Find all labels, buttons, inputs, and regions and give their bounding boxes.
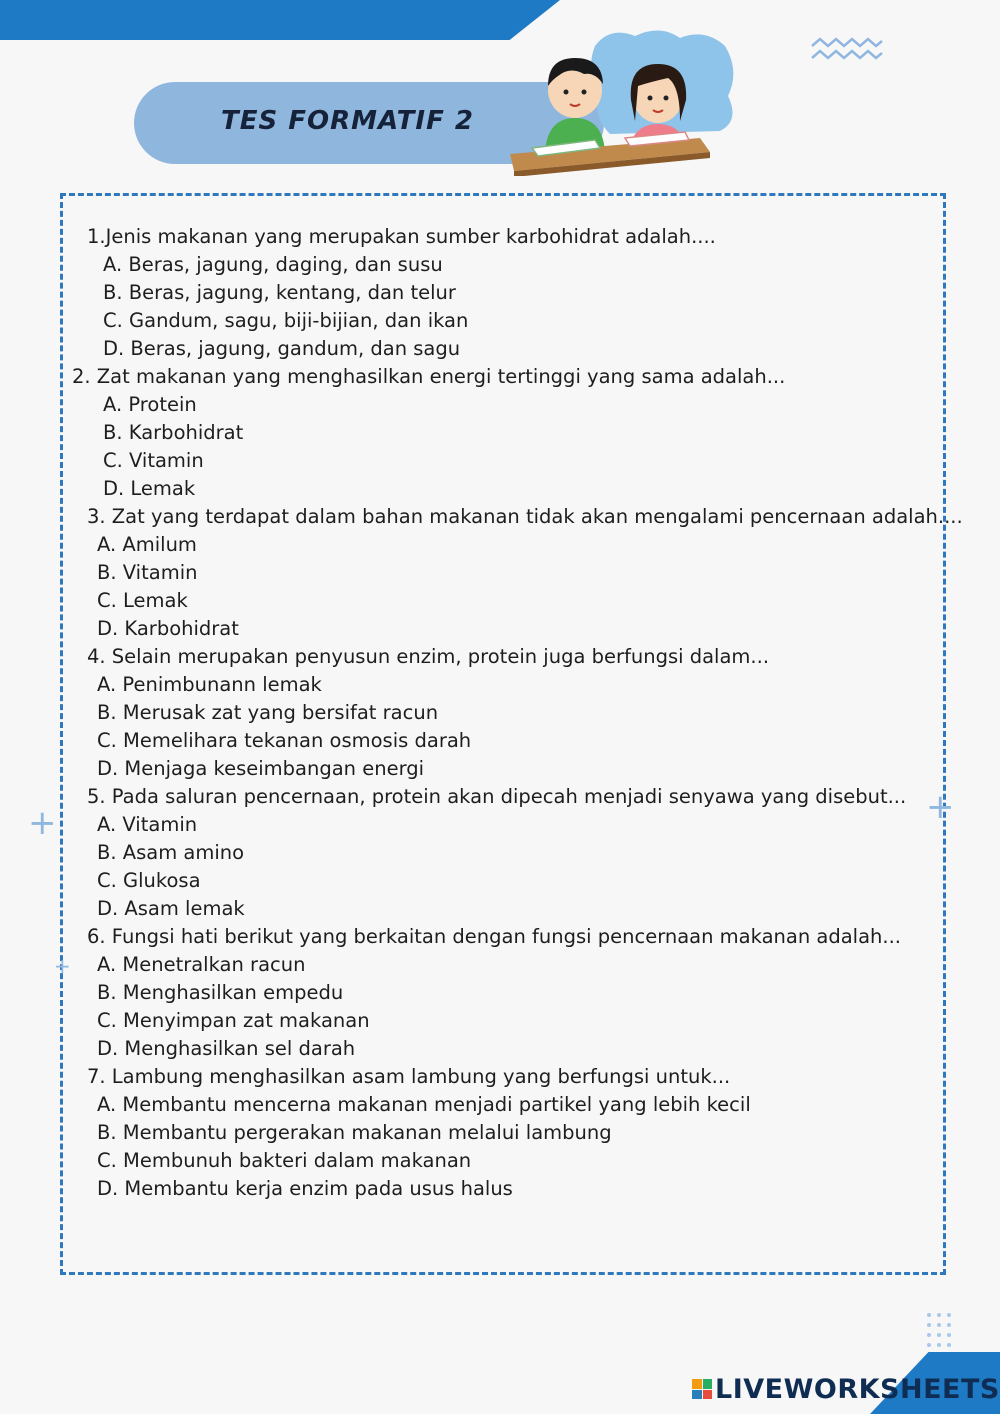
question-text: 2. Zat makanan yang menghasilkan energi tertinggi yang sama adalah... xyxy=(72,365,786,388)
zigzag-decoration-icon xyxy=(810,36,884,62)
answer-option[interactable]: B. Vitamin xyxy=(97,561,198,584)
students-illustration xyxy=(500,26,735,176)
answer-option[interactable]: C. Memelihara tekanan osmosis darah xyxy=(97,729,472,752)
answer-option[interactable]: B. Menghasilkan empedu xyxy=(97,981,344,1004)
answer-option[interactable]: D. Menjaga keseimbangan energi xyxy=(97,757,425,780)
answer-option[interactable]: D. Beras, jagung, gandum, dan sagu xyxy=(103,337,461,360)
dot-grid-decoration-icon xyxy=(926,1312,952,1348)
answer-option[interactable]: A. Menetralkan racun xyxy=(97,953,306,976)
answer-option[interactable]: C. Vitamin xyxy=(103,449,204,472)
plus-decoration-icon: + xyxy=(28,803,57,843)
answer-option[interactable]: B. Merusak zat yang bersifat racun xyxy=(97,701,439,724)
answer-option[interactable]: A. Amilum xyxy=(97,533,197,556)
answer-option[interactable]: C. Gandum, sagu, biji-bijian, dan ikan xyxy=(103,309,469,332)
question-text: 1.Jenis makanan yang merupakan sumber karbohidrat adalah.... xyxy=(87,225,716,248)
answer-option[interactable]: B. Karbohidrat xyxy=(103,421,244,444)
answer-option[interactable]: C. Membunuh bakteri dalam makanan xyxy=(97,1149,472,1172)
brand-logo-icon xyxy=(692,1379,712,1399)
answer-option[interactable]: B. Membantu pergerakan makanan melalui lambung xyxy=(97,1121,612,1144)
answer-option[interactable]: A. Protein xyxy=(103,393,197,416)
plus-decoration-icon: + xyxy=(926,787,955,827)
question-text: 4. Selain merupakan penyusun enzim, protein juga berfungsi dalam... xyxy=(87,645,770,668)
answer-option[interactable]: A. Beras, jagung, daging, dan susu xyxy=(103,253,443,276)
page-title: TES FORMATIF 2 xyxy=(221,106,474,136)
top-banner-bar xyxy=(0,0,560,40)
answer-option[interactable]: D. Menghasilkan sel darah xyxy=(97,1037,356,1060)
answer-option[interactable]: C. Glukosa xyxy=(97,869,201,892)
brand-name: LIVEWORKSHEETS xyxy=(715,1373,1000,1405)
answer-option[interactable]: B. Beras, jagung, kentang, dan telur xyxy=(103,281,456,304)
answer-option[interactable]: D. Membantu kerja enzim pada usus halus xyxy=(97,1177,513,1200)
answer-option[interactable]: A. Membantu mencerna makanan menjadi partikel yang lebih kecil xyxy=(97,1093,751,1116)
answer-option[interactable]: A. Vitamin xyxy=(97,813,198,836)
question-text: 5. Pada saluran pencernaan, protein akan dipecah menjadi senyawa yang disebut... xyxy=(87,785,907,808)
plus-decoration-icon: + xyxy=(54,954,71,978)
question-text: 7. Lambung menghasilkan asam lambung yang berfungsi untuk... xyxy=(87,1065,731,1088)
answer-option[interactable]: A. Penimbunann lemak xyxy=(97,673,322,696)
answer-option[interactable]: C. Menyimpan zat makanan xyxy=(97,1009,370,1032)
answer-option[interactable]: B. Asam amino xyxy=(97,841,245,864)
question-text: 3. Zat yang terdapat dalam bahan makanan tidak akan mengalami pencernaan adalah.... xyxy=(87,505,963,528)
brand-footer[interactable] xyxy=(692,1374,1000,1404)
answer-option[interactable]: D. Karbohidrat xyxy=(97,617,239,640)
answer-option[interactable]: C. Lemak xyxy=(97,589,188,612)
answer-option[interactable]: D. Asam lemak xyxy=(97,897,245,920)
answer-option[interactable]: D. Lemak xyxy=(103,477,196,500)
question-text: 6. Fungsi hati berikut yang berkaitan dengan fungsi pencernaan makanan adalah... xyxy=(87,925,901,948)
